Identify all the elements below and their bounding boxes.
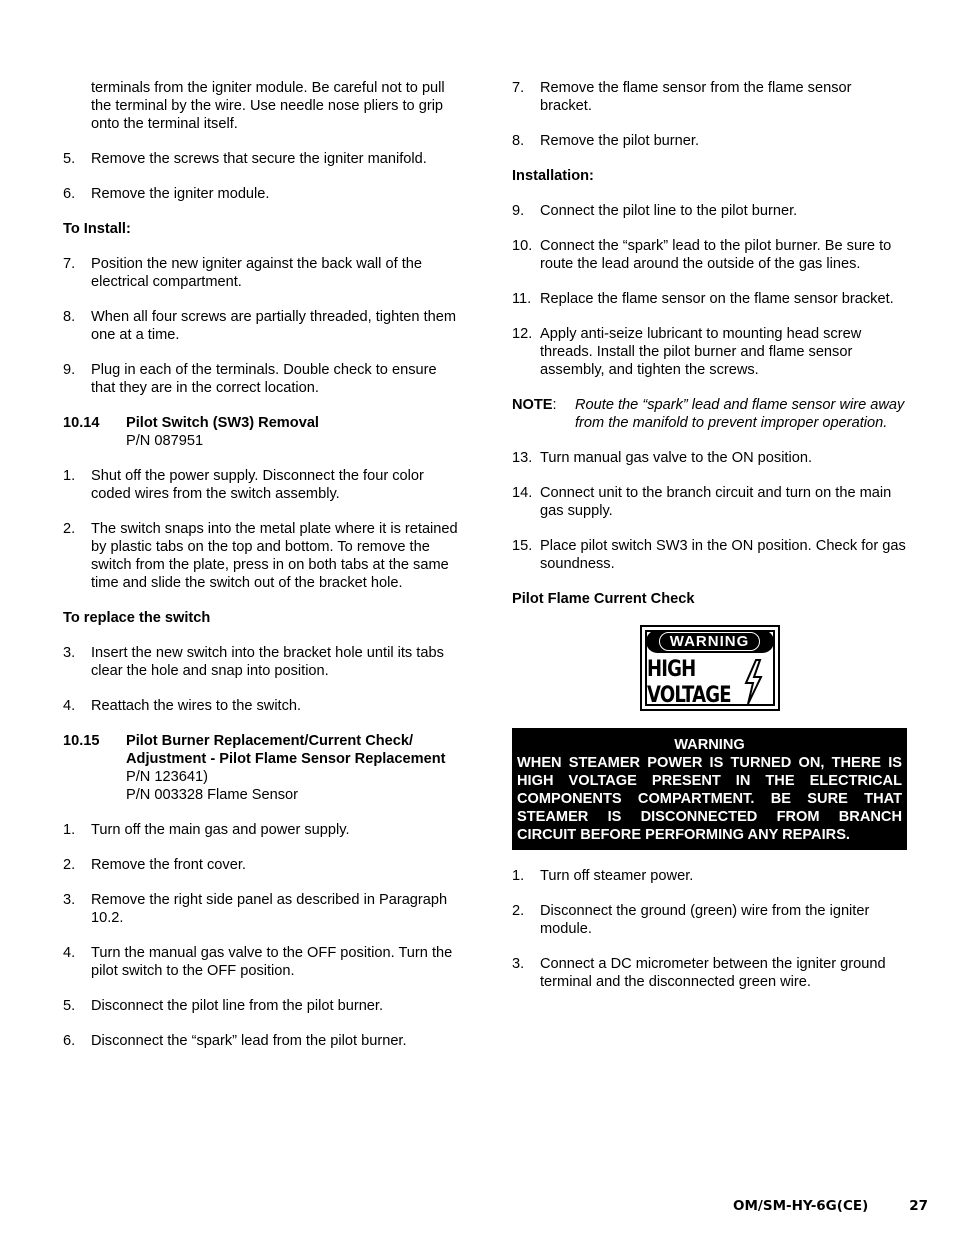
list-item: [512, 902, 907, 938]
list-item: [512, 867, 907, 885]
item-number: 1.: [63, 468, 76, 484]
item-text: Place pilot switch SW3 in the ON position. Check for gas soundness.: [540, 538, 906, 572]
list-item: [63, 944, 458, 980]
item-number: 2.: [63, 857, 76, 873]
item-number: 1.: [512, 868, 525, 884]
item-text: Remove the front cover.: [91, 857, 246, 873]
page-number: 27: [909, 1198, 928, 1214]
list-item: [512, 132, 907, 150]
section-10-15: [63, 732, 458, 804]
right-column: [512, 79, 907, 1008]
item-text: Apply anti-seize lubricant to mounting head screw threads. Install the pilot burner and flame sensor assembly, and tighten the screws.: [540, 326, 862, 378]
section-number: 10.15: [63, 733, 100, 749]
section-10-14: [63, 414, 458, 450]
item-text: Turn off the main gas and power supply.: [91, 822, 350, 838]
list-item: [63, 997, 458, 1015]
item-number: 10.: [512, 238, 533, 254]
list-item: [63, 308, 458, 344]
sign-line-voltage: VOLTAGE: [646, 683, 731, 708]
part-number: P/N 087951: [126, 433, 204, 449]
item-number: 14.: [512, 485, 533, 501]
high-voltage-warning-sign: [640, 625, 780, 711]
item-number: 7.: [63, 256, 76, 272]
sign-line-high: HIGH: [646, 657, 695, 682]
item-number: 3.: [63, 645, 76, 661]
list-item: [63, 520, 458, 592]
continued-paragraph: terminals from the igniter module. Be careful not to pull the terminal by the wire. Use needle nose pliers to grip onto the terminal itself.: [91, 80, 445, 132]
item-text: Disconnect the ground (green) wire from the igniter module.: [540, 903, 870, 937]
item-number: 5.: [63, 151, 76, 167]
item-number: 6.: [63, 1033, 76, 1049]
section-number: 10.14: [63, 415, 100, 431]
item-number: 4.: [63, 698, 76, 714]
section-title: Pilot Burner Replacement/Current Check/ Adjustment - Pilot Flame Sensor Replacement: [126, 733, 446, 767]
note-label: NOTE: [512, 397, 553, 413]
item-number: 15.: [512, 538, 533, 554]
item-number: 11.: [512, 291, 532, 307]
item-text: Connect unit to the branch circuit and turn on the main gas supply.: [540, 485, 892, 519]
note-text: Route the “spark” lead and flame sensor wire away from the manifold to prevent improper operation.: [575, 397, 905, 431]
item-text: Disconnect the “spark” lead from the pilot burner.: [91, 1033, 407, 1049]
list-item: [63, 185, 458, 203]
item-text: The switch snaps into the metal plate where it is retained by plastic tabs on the top and bottom. To remove the switch from the plate, press in on both tabs at the same time and slide the switch out of the bracket hole.: [91, 521, 458, 591]
part-number: P/N 123641): [126, 769, 208, 785]
lightning-bolt-icon: [742, 659, 764, 705]
item-text: Remove the pilot burner.: [540, 133, 699, 149]
list-item: [512, 484, 907, 520]
item-number: 4.: [63, 945, 76, 961]
item-text: Shut off the power supply. Disconnect the four color coded wires from the switch assembly.: [91, 468, 424, 502]
item-number: 13.: [512, 450, 533, 466]
document-code: OM/SM-HY-6G(CE): [733, 1198, 869, 1214]
item-number: 6.: [63, 186, 76, 202]
item-number: 12.: [512, 326, 533, 342]
item-text: Reattach the wires to the switch.: [91, 698, 302, 714]
item-text: Turn off steamer power.: [540, 868, 694, 884]
list-item: [63, 697, 458, 715]
part-number: P/N 003328 Flame Sensor: [126, 787, 298, 803]
item-text: Remove the right side panel as described in Paragraph 10.2.: [91, 892, 448, 926]
warning-box: [512, 728, 907, 850]
list-item: [63, 1032, 458, 1050]
heading-installation: Installation:: [512, 168, 594, 184]
item-number: 9.: [63, 362, 76, 378]
heading-to-replace-switch: To replace the switch: [63, 610, 211, 626]
list-item: [63, 856, 458, 874]
item-text: When all four screws are partially threaded, tighten them one at a time.: [91, 309, 457, 343]
warning-body: WHEN STEAMER POWER IS TURNED ON, THERE IS HIGH VOLTAGE PRESENT IN THE ELECTRICAL COMPONENTS COMPARTMENT. BE SURE THAT STEAMER IS DISCONNECTED FROM BRANCH CIRCUIT BEFORE PERFORMING ANY REPAIRS.: [517, 755, 902, 843]
item-number: 2.: [63, 521, 76, 537]
item-text: Plug in each of the terminals. Double check to ensure that they are in the correct location.: [91, 362, 437, 396]
item-text: Insert the new switch into the bracket hole until its tabs clear the hole and snap into position.: [91, 645, 444, 679]
note-block: [512, 396, 907, 432]
item-text: Connect the “spark” lead to the pilot burner. Be sure to route the lead around the outside of the gas lines.: [540, 238, 892, 272]
item-text: Position the new igniter against the back wall of the electrical compartment.: [91, 256, 422, 290]
list-item: [512, 955, 907, 991]
item-text: Connect a DC micrometer between the igniter ground terminal and the disconnected green wire.: [540, 956, 886, 990]
list-item: [63, 891, 458, 927]
item-text: Remove the flame sensor from the flame sensor bracket.: [540, 80, 852, 114]
item-text: Remove the screws that secure the igniter manifold.: [91, 151, 427, 167]
list-item: [63, 150, 458, 168]
sign-banner-text: WARNING: [659, 632, 761, 651]
item-text: Disconnect the pilot line from the pilot burner.: [91, 998, 384, 1014]
note-separator: :: [552, 397, 557, 413]
list-item: [512, 325, 907, 379]
page-footer: [733, 1197, 928, 1215]
item-number: 3.: [512, 956, 525, 972]
heading-to-install: To Install:: [63, 221, 131, 237]
section-title: Pilot Switch (SW3) Removal: [126, 415, 319, 431]
list-item: [512, 449, 907, 467]
item-number: 7.: [512, 80, 525, 96]
list-item: [63, 255, 458, 291]
item-number: 9.: [512, 203, 525, 219]
list-item: [512, 290, 907, 308]
left-column: [63, 79, 458, 1067]
list-item: [63, 361, 458, 397]
list-item: [512, 237, 907, 273]
item-text: Turn the manual gas valve to the OFF position. Turn the pilot switch to the OFF position.: [91, 945, 453, 979]
list-item: [512, 202, 907, 220]
list-item: [63, 821, 458, 839]
warning-title: WARNING: [674, 737, 745, 753]
item-number: 1.: [63, 822, 76, 838]
item-text: Connect the pilot line to the pilot burner.: [540, 203, 798, 219]
heading-pilot-flame-check: Pilot Flame Current Check: [512, 591, 695, 607]
item-number: 8.: [512, 133, 525, 149]
item-number: 8.: [63, 309, 76, 325]
list-item: [512, 537, 907, 573]
list-item: [63, 644, 458, 680]
item-text: Turn manual gas valve to the ON position.: [540, 450, 813, 466]
item-text: Replace the flame sensor on the flame sensor bracket.: [540, 291, 894, 307]
item-number: 3.: [63, 892, 76, 908]
list-item: [512, 79, 907, 115]
list-item: [63, 467, 458, 503]
item-number: 5.: [63, 998, 76, 1014]
item-number: 2.: [512, 903, 525, 919]
item-text: Remove the igniter module.: [91, 186, 270, 202]
